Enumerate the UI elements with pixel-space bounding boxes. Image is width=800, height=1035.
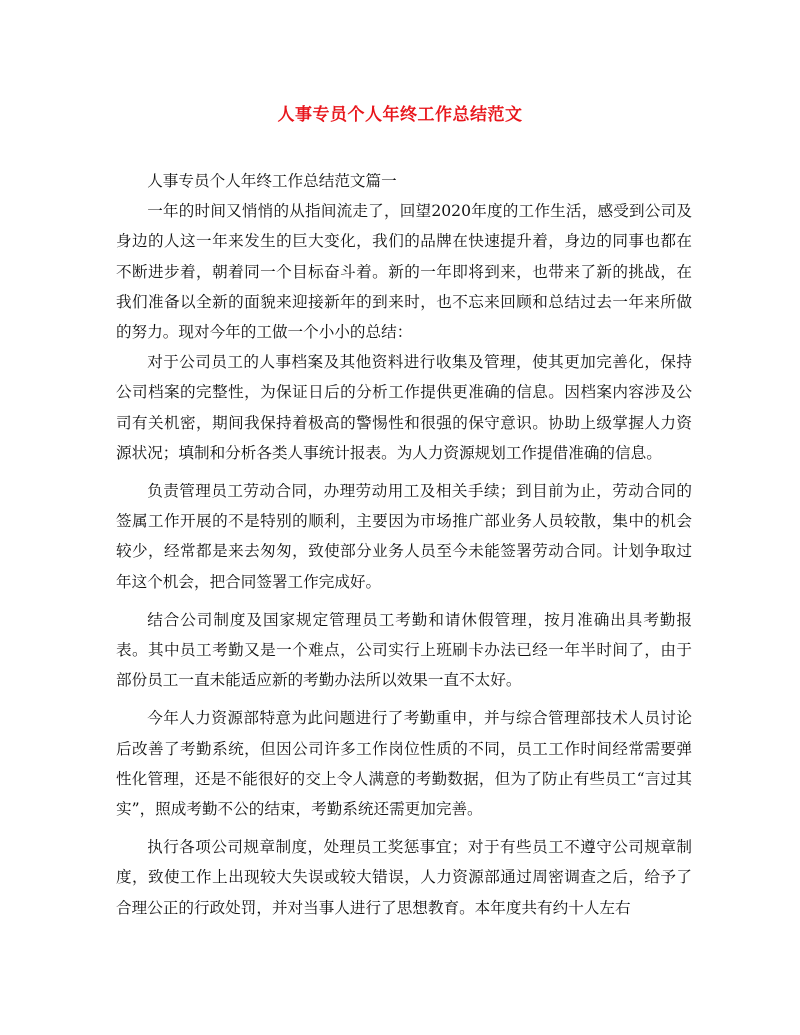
paragraph: 对于公司员工的人事档案及其他资料进行收集及管理，使其更加完善化，保持公司档案的完整性，为保证日后的分析工作提供更准确的信息。因档案内容涉及公司有关机密，期间我保持着极高的警惕性和很强的保守意识。协助上级掌握人力资源状况；填制和分析各类人事统计报表。为人力资源规划工作提借准确的信息。 [116, 353, 692, 462]
paragraph: 负责管理员工劳动合同，办理劳动用工及相关手续；到目前为止，劳动合同的签属工作开展的不是特别的顺利，主要因为市场推广部业务人员较散，集中的机会较少，经常都是来去匆匆，致使部分业务人员至今未能签署劳动合同。计划争取过年这个机会，把合同签署工作完成好。 [116, 482, 692, 591]
section-heading: 人事专员个人年终工作总结范文篇一 [147, 172, 397, 190]
paragraph: 结合公司制度及国家规定管理员工考勤和请休假管理，按月准确出具考勤报表。其中员工考勤又是一个难点，公司实行上班刷卡办法已经一年半时间了，由于部份员工一直未能适应新的考勤办法所以效果一直不太好。 [116, 610, 692, 690]
document-body [116, 166, 692, 931]
document-title: 人事专员个人年终工作总结范文 [277, 105, 523, 125]
paragraph: 一年的时间又悄悄的从指间流走了，回望2020年度的工作生活，感受到公司及身边的人这一年来发生的巨大变化，我们的品牌在快速提升着，身边的同事也都在不断进步着，朝着同一个目标奋斗着。新的一年即将到来，也带来了新的挑战，在我们准备以全新的面貌来迎接新年的到来时，也不忘来回顾和总结过去一年来所做的努力。现对今年的工做一个小小的总结： [116, 202, 692, 342]
paragraph: 执行各项公司规章制度，处理员工奖惩事宜；对于有些员工不遵守公司规章制度，致使工作上出现较大失误或较大错误，人力资源部通过周密调查之后，给予了合理公正的行政处罚，并对当事人进行了思想教育。本年度共有约十人左右 [116, 838, 692, 917]
paragraph: 今年人力资源部特意为此问题进行了考勤重申，并与综合管理部技术人员讨论后改善了考勤系统，但因公司许多工作岗位性质的不同，员工工作时间经常需要弹性化管理，还是不能很好的交上令人满意的考勤数据，但为了防止有些员工“言过其实”，照成考勤不公的结束，考勤系统还需更加完善。 [116, 709, 692, 819]
